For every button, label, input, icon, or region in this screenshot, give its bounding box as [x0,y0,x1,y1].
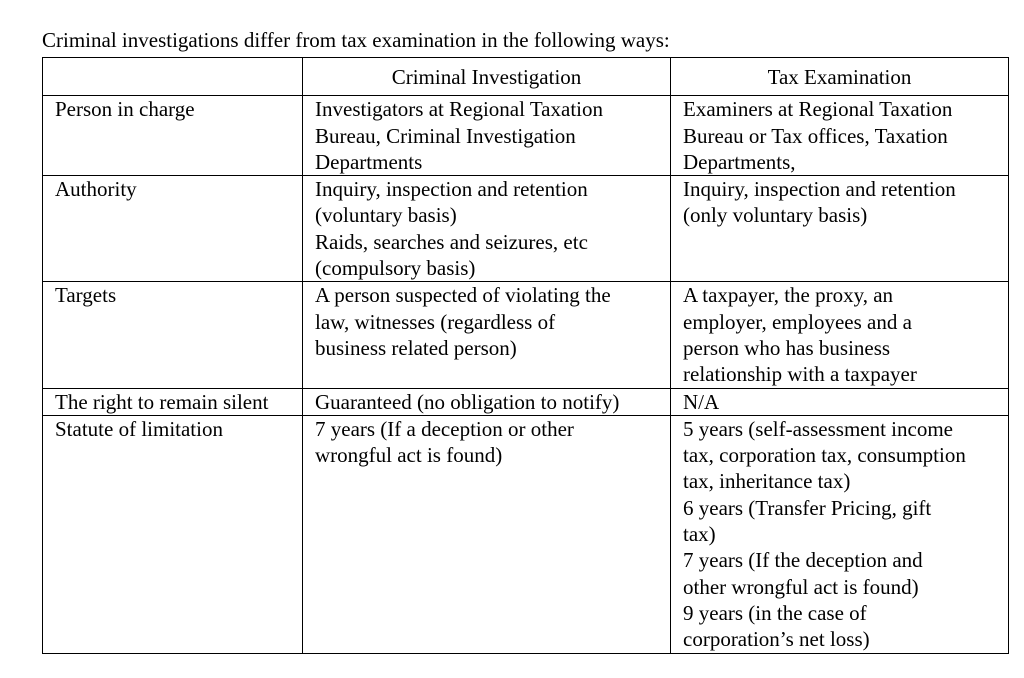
cell-line: wrongful act is found) [315,443,503,468]
cell-line: Departments [315,149,423,174]
cell-line: 6 years (Transfer Pricing, gift [683,495,932,520]
table-row [43,388,1009,415]
table-row [43,415,1009,653]
criminal-investigation-cell [303,388,671,415]
tax-examination-cell [671,415,1009,653]
intro-text: Criminal investigations differ from tax examination in the following ways: [42,28,670,52]
cell-line: A person suspected of violating the [315,283,611,308]
cell-line: 5 years (self-assessment income [683,416,953,441]
cell-line: tax) [683,522,716,547]
cell-line: other wrongful act is found) [683,574,919,599]
cell-line: 9 years (in the case of [683,600,867,625]
table-row [43,96,1009,176]
cell-line: Guaranteed (no obligation to notify) [315,389,620,414]
header-blank [43,58,303,96]
cell-line: Examiners at Regional Taxation [683,97,953,122]
tax-examination-cell [671,282,1009,388]
cell-line: 7 years (If the deception and [683,548,923,573]
cell-line: law, witnesses (regardless of [315,309,556,334]
table-row [43,176,1009,282]
tax-examination-cell [671,176,1009,282]
row-label: The right to remain silent [43,388,303,415]
criminal-investigation-cell [303,96,671,176]
header-criminal-investigation: Criminal Investigation [303,58,671,96]
cell-line: Departments, [683,149,796,174]
cell-line: Inquiry, inspection and retention [315,177,588,202]
table-body [43,96,1009,653]
cell-line: tax, corporation tax, consumption [683,443,966,468]
cell-line: Bureau or Tax offices, Taxation [683,123,948,148]
header-row [43,58,1009,96]
tax-examination-cell [671,96,1009,176]
cell-line: Bureau, Criminal Investigation [315,123,576,148]
row-label: Targets [43,282,303,388]
cell-line: (only voluntary basis) [683,203,868,228]
tax-examination-cell [671,388,1009,415]
cell-line: (voluntary basis) [315,203,457,228]
cell-line: employer, employees and a [683,309,912,334]
cell-line: Inquiry, inspection and retention [683,177,956,202]
cell-line: person who has business [683,335,891,360]
cell-line: corporation’s net loss) [683,627,870,652]
cell-line: Raids, searches and seizures, etc [315,229,588,254]
cell-line: Investigators at Regional Taxation [315,97,603,122]
row-label: Statute of limitation [43,415,303,653]
cell-line: N/A [683,389,720,414]
cell-line: business related person) [315,335,517,360]
criminal-investigation-cell [303,176,671,282]
table-row [43,282,1009,388]
cell-line: 7 years (If a deception or other [315,416,574,441]
header-tax-examination: Tax Examination [671,58,1009,96]
criminal-investigation-cell [303,415,671,653]
comparison-table [42,57,1009,654]
row-label: Person in charge [43,96,303,176]
cell-line: (compulsory basis) [315,256,476,281]
criminal-investigation-cell [303,282,671,388]
row-label: Authority [43,176,303,282]
cell-line: tax, inheritance tax) [683,469,851,494]
cell-line: relationship with a taxpayer [683,362,917,387]
cell-line: A taxpayer, the proxy, an [683,283,894,308]
